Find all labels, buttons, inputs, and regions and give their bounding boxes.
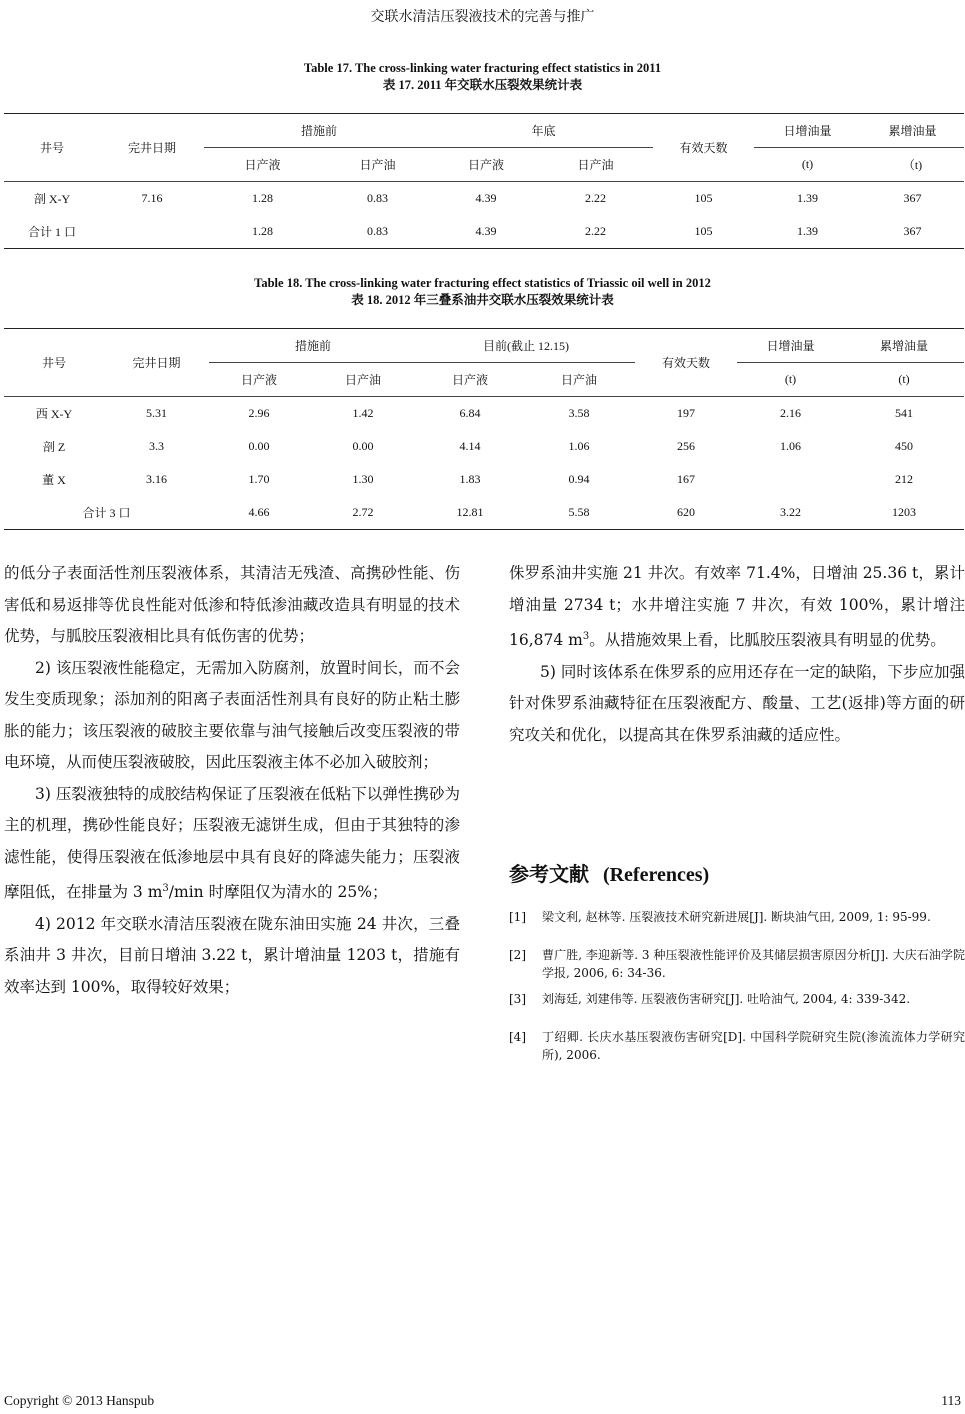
cell: 5.31 xyxy=(104,397,209,431)
table-row xyxy=(4,463,964,496)
col-days: 有效天数 xyxy=(635,329,737,397)
col-days: 有效天数 xyxy=(653,114,754,182)
col-daily: 日增油量 xyxy=(754,114,861,148)
cell: 4.66 xyxy=(209,496,309,530)
cell: 167 xyxy=(677,472,695,486)
cell: 4.14 xyxy=(459,439,481,453)
table-row xyxy=(4,182,964,216)
cell: 2.96 xyxy=(209,397,309,431)
cell: 1.06 xyxy=(780,439,801,453)
cell: 1.28 xyxy=(204,215,321,249)
ref-number: [3] xyxy=(509,992,526,1006)
references-title-cn: 参考文献 xyxy=(509,862,589,886)
reference-item xyxy=(509,946,965,982)
ref-number: [4] xyxy=(509,1030,526,1044)
cell: 2.16 xyxy=(737,397,844,431)
col-cum: 累增油量 xyxy=(844,329,964,363)
cell: 1.06 xyxy=(568,439,590,453)
cell: 367 xyxy=(861,215,964,249)
cell: 1.39 xyxy=(754,182,861,216)
table17-title-en: Table 17. The cross-linking water fracturing effect statistics in 2011 xyxy=(303,61,662,75)
references-heading xyxy=(509,858,709,887)
col-well: 井号 xyxy=(4,329,104,397)
cell: 3.16 xyxy=(146,472,167,486)
table-header-row xyxy=(4,329,964,363)
table-total-row xyxy=(4,496,964,530)
cell: 合计 1 口 xyxy=(4,215,100,249)
cell: 6.84 xyxy=(417,397,523,431)
col-before: 措施前 xyxy=(204,114,434,148)
cell: 董 X xyxy=(42,473,66,487)
table17 xyxy=(4,113,964,249)
ref-text: 丁绍卿. 长庆水基压裂液伤害研究[D]. 中国科学院研究生院(渗流流体力学研究所), 2006. xyxy=(542,1030,965,1062)
col-date: 完井日期 xyxy=(104,329,209,397)
superscript: 3 xyxy=(162,883,169,894)
cell: 1.42 xyxy=(309,397,417,431)
text: 。从措施效果上看，比胍胶压裂液具有明显的优势。 xyxy=(589,631,946,650)
cell: 105 xyxy=(653,182,754,216)
table18-title-en: Table 18. The cross-linking water fracturing effect statistics of Triassic oil well in 2012 xyxy=(254,276,711,290)
cell: 1203 xyxy=(844,496,964,530)
cell: 212 xyxy=(895,472,913,486)
sub-liquid: 日产液 xyxy=(244,158,281,172)
sub-oil: 日产油 xyxy=(344,373,381,387)
ref-number: [2] xyxy=(509,948,526,962)
text: 3) 压裂液独特的成胶结构保证了压裂液在低粘下以弹性携砂为主的机理，携砂性能良好；压裂液无滤饼生成，但由于其独特的渗滤性能，使得压裂液在低渗地层中具有良好的降滤失能力；压裂液摩阻低，在排量为 3 m xyxy=(4,784,460,902)
cell: 0.94 xyxy=(568,472,590,486)
references-title-en: (References) xyxy=(602,864,710,886)
ref-number: [1] xyxy=(509,910,526,924)
cell: 0.83 xyxy=(321,182,434,216)
table17-title-cn: 表 17. 2011 年交联水压裂效果统计表 xyxy=(382,78,583,92)
sub-oil: 日产油 xyxy=(560,373,597,387)
ref-text: 梁文利, 赵林等. 压裂液技术研究新进展[J]. 断块油气田, 2009, 1: 95-99. xyxy=(542,910,931,924)
ref-text: 刘海廷, 刘建伟等. 压裂液伤害研究[J]. 吐哈油气, 2004, 4: 339-342. xyxy=(542,992,911,1006)
cell: 3.58 xyxy=(523,397,635,431)
cell xyxy=(737,463,844,496)
cell: 367 xyxy=(861,182,964,216)
table-row xyxy=(4,430,964,463)
cell: 3.3 xyxy=(149,439,164,453)
cell: 1.39 xyxy=(754,215,861,249)
left-column xyxy=(4,558,460,1003)
paragraph: 2) 该压裂液性能稳定，无需加入防腐剂，放置时间长，而不会发生变质现象；添加剂的阳离子表面活性剂具有良好的防止粘土膨胀的能力；该压裂液的破胶主要依靠与油气接触后改变压裂液的带电环境，从而使压裂液破胶，因此压裂液主体不必加入破胶剂； xyxy=(4,658,460,771)
cell: 0.83 xyxy=(321,215,434,249)
sub-liquid: 日产液 xyxy=(240,373,277,387)
reference-item xyxy=(509,990,965,1008)
cell: 12.81 xyxy=(417,496,523,530)
col-before: 措施前 xyxy=(209,329,417,363)
cell: 2.72 xyxy=(309,496,417,530)
cell: 剖 Z xyxy=(42,440,66,454)
col-daily: 日增油量 xyxy=(737,329,844,363)
unit-cum: (t) xyxy=(898,372,910,386)
cell: 1.70 xyxy=(248,472,270,486)
text: 侏罗系油井实施 21 井次。有效率 71.4%，日增油 25.36 t，累计增油量 2734 t；水井增注实施 7 井次，有效 100%，累计增注 16,874 m xyxy=(509,564,965,650)
cell: 197 xyxy=(635,397,737,431)
paragraph xyxy=(509,558,965,657)
cell xyxy=(100,215,204,249)
sub-liquid: 日产液 xyxy=(451,373,488,387)
page-number: 113 xyxy=(941,1393,961,1408)
paragraph xyxy=(4,779,460,909)
table-total-row xyxy=(4,215,964,249)
col-after: 目前(截止 12.15) xyxy=(417,329,635,363)
unit-daily: (t) xyxy=(784,372,797,386)
cell: 2.22 xyxy=(538,182,653,216)
unit-daily: (t) xyxy=(801,157,814,171)
cell: 1.28 xyxy=(204,182,321,216)
cell: 西 X-Y xyxy=(4,397,104,431)
paragraph: 5) 同时该体系在侏罗系的应用还存在一定的缺陷，下步应加强针对侏罗系油藏特征在压裂液配方、酸量、工艺(返排)等方面的研究攻关和优化，以提高其在侏罗系油藏的适应性。 xyxy=(509,662,965,744)
paragraph: 4) 2012 年交联水清洁压裂液在陇东油田实施 24 井次，三叠系油井 3 井次，目前日增油 3.22 t，累计增油量 1203 t，措施有效率达到 100%，取得较好效果； xyxy=(4,914,460,996)
reference-item xyxy=(509,908,965,926)
table18-title-cn: 表 18. 2012 年三叠系油井交联水压裂效果统计表 xyxy=(351,293,614,307)
cell: 剖 X-Y xyxy=(4,182,100,216)
right-column xyxy=(509,558,965,751)
cell: 4.39 xyxy=(434,182,538,216)
sub-oil: 日产油 xyxy=(577,158,614,172)
sub-oil: 日产油 xyxy=(359,158,396,172)
cell: 256 xyxy=(677,439,695,453)
col-after: 年底 xyxy=(434,114,653,148)
cell: 合计 3 口 xyxy=(4,496,209,530)
table-header-row xyxy=(4,114,964,148)
reference-item xyxy=(509,1028,965,1064)
col-date: 完井日期 xyxy=(100,114,204,182)
cell: 450 xyxy=(895,439,913,453)
table-row xyxy=(4,397,964,431)
superscript: 3 xyxy=(582,631,590,642)
ref-text: 曹广胜, 李迎新等. 3 种压裂液性能评价及其储层损害原因分析[J]. 大庆石油学院学报, 2006, 6: 34-36. xyxy=(542,948,965,980)
cell: 7.16 xyxy=(100,182,204,216)
paragraph: 的低分子表面活性剂压裂液体系，其清洁无残渣、高携砂性能、伤害低和易返排等优良性能对低渗和特低渗油藏改造具有明显的技术优势，与胍胶压裂液相比具有低伤害的优势； xyxy=(4,564,460,645)
col-well: 井号 xyxy=(4,114,100,182)
cell: 0.00 xyxy=(248,439,270,453)
text: /min 时摩阻仅为清水的 25%； xyxy=(168,883,388,902)
unit-cum: （t) xyxy=(902,158,923,172)
cell: 1.83 xyxy=(459,472,481,486)
cell: 4.39 xyxy=(434,215,538,249)
cell: 1.30 xyxy=(352,472,374,486)
table18 xyxy=(4,328,964,530)
cell: 3.22 xyxy=(737,496,844,530)
running-header: 交联水清洁压裂液技术的完善与推广 xyxy=(370,9,595,25)
copyright-footer: Copyright © 2013 Hanspub xyxy=(4,1393,155,1408)
cell: 0.00 xyxy=(352,439,374,453)
cell: 620 xyxy=(635,496,737,530)
cell: 5.58 xyxy=(523,496,635,530)
cell: 541 xyxy=(844,397,964,431)
col-cum: 累增油量 xyxy=(861,114,964,148)
table18-caption xyxy=(0,275,965,309)
table17-caption xyxy=(0,60,965,94)
cell: 105 xyxy=(653,215,754,249)
cell: 2.22 xyxy=(538,215,653,249)
sub-liquid: 日产液 xyxy=(467,158,504,172)
